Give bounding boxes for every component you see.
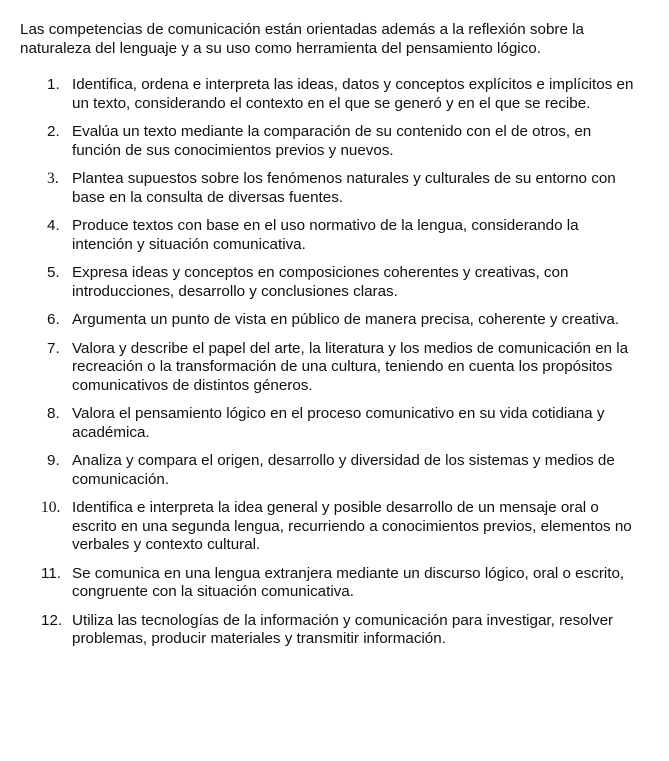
document-page xyxy=(20,21,650,659)
list-item xyxy=(20,123,640,160)
item-number: 12. xyxy=(41,611,63,629)
item-number: 3. xyxy=(47,170,59,187)
list-item xyxy=(20,264,640,301)
item-text: Produce textos con base en el uso normativo de la lengua, considerando la intención y situación comunicativa. xyxy=(72,217,579,253)
item-number: 9. xyxy=(47,452,60,469)
item-number: 7. xyxy=(47,339,60,357)
list-item xyxy=(20,76,640,113)
item-text: Utiliza las tecnologías de la información y comunicación para investigar, resolver problemas, producir materiales y transmitir información. xyxy=(72,611,614,647)
list-item xyxy=(20,311,640,330)
item-text: Evalúa un texto mediante la comparación de su contenido con el de otros, en función de sus conocimientos previos y nuevos. xyxy=(72,123,592,159)
item-number: 2. xyxy=(47,123,60,140)
list-item xyxy=(20,170,640,207)
list-item xyxy=(20,340,640,396)
item-number: 10. xyxy=(41,499,61,516)
list-item xyxy=(20,499,640,555)
item-text: Analiza y compara el origen, desarrollo y diversidad de los sistemas y medios de comunicación. xyxy=(72,452,615,488)
item-number: 4. xyxy=(47,217,60,234)
list-item xyxy=(20,452,640,489)
item-text: Argumenta un punto de vista en público de manera precisa, coherente y creativa. xyxy=(72,311,620,328)
list-item xyxy=(20,217,640,254)
item-text: Valora y describe el papel del arte, la literatura y los medios de comunicación en la recreación o la transformación de una cultura, teniendo en cuenta los propósitos comunicativos de distintos géneros. xyxy=(72,339,629,394)
item-text: Identifica e interpreta la idea general y posible desarrollo de un mensaje oral o escrito en una segunda lengua, recurriendo a conocimientos previos, elementos no verbales y contexto cultural. xyxy=(72,499,632,553)
item-number: 8. xyxy=(47,405,60,422)
intro-paragraph: Las competencias de comunicación están orientadas además a la reflexión sobre la naturaleza del lenguaje y a su uso como herramienta del pensamiento lógico. xyxy=(20,21,584,57)
item-text: Identifica, ordena e interpreta las ideas, datos y conceptos explícitos e implícitos en un texto, considerando el contexto en el que se generó y en el que se recibe. xyxy=(72,76,634,112)
item-number: 1. xyxy=(47,76,60,93)
item-text: Se comunica en una lengua extranjera mediante un discurso lógico, oral o escrito, congruente con la situación comunicativa. xyxy=(72,564,625,600)
competencies-list xyxy=(20,76,650,649)
list-item xyxy=(20,612,640,649)
item-number: 11. xyxy=(41,564,61,582)
list-item xyxy=(20,405,640,442)
item-number: 6. xyxy=(47,311,60,328)
item-text: Plantea supuestos sobre los fenómenos naturales y culturales de su entorno con base en la consulta de diversas fuentes. xyxy=(72,170,616,206)
list-item xyxy=(20,565,640,602)
item-number: 5. xyxy=(47,264,60,281)
item-text: Expresa ideas y conceptos en composiciones coherentes y creativas, con introducciones, desarrollo y conclusiones claras. xyxy=(72,264,569,300)
item-text: Valora el pensamiento lógico en el proceso comunicativo en su vida cotidiana y académica. xyxy=(72,405,605,441)
